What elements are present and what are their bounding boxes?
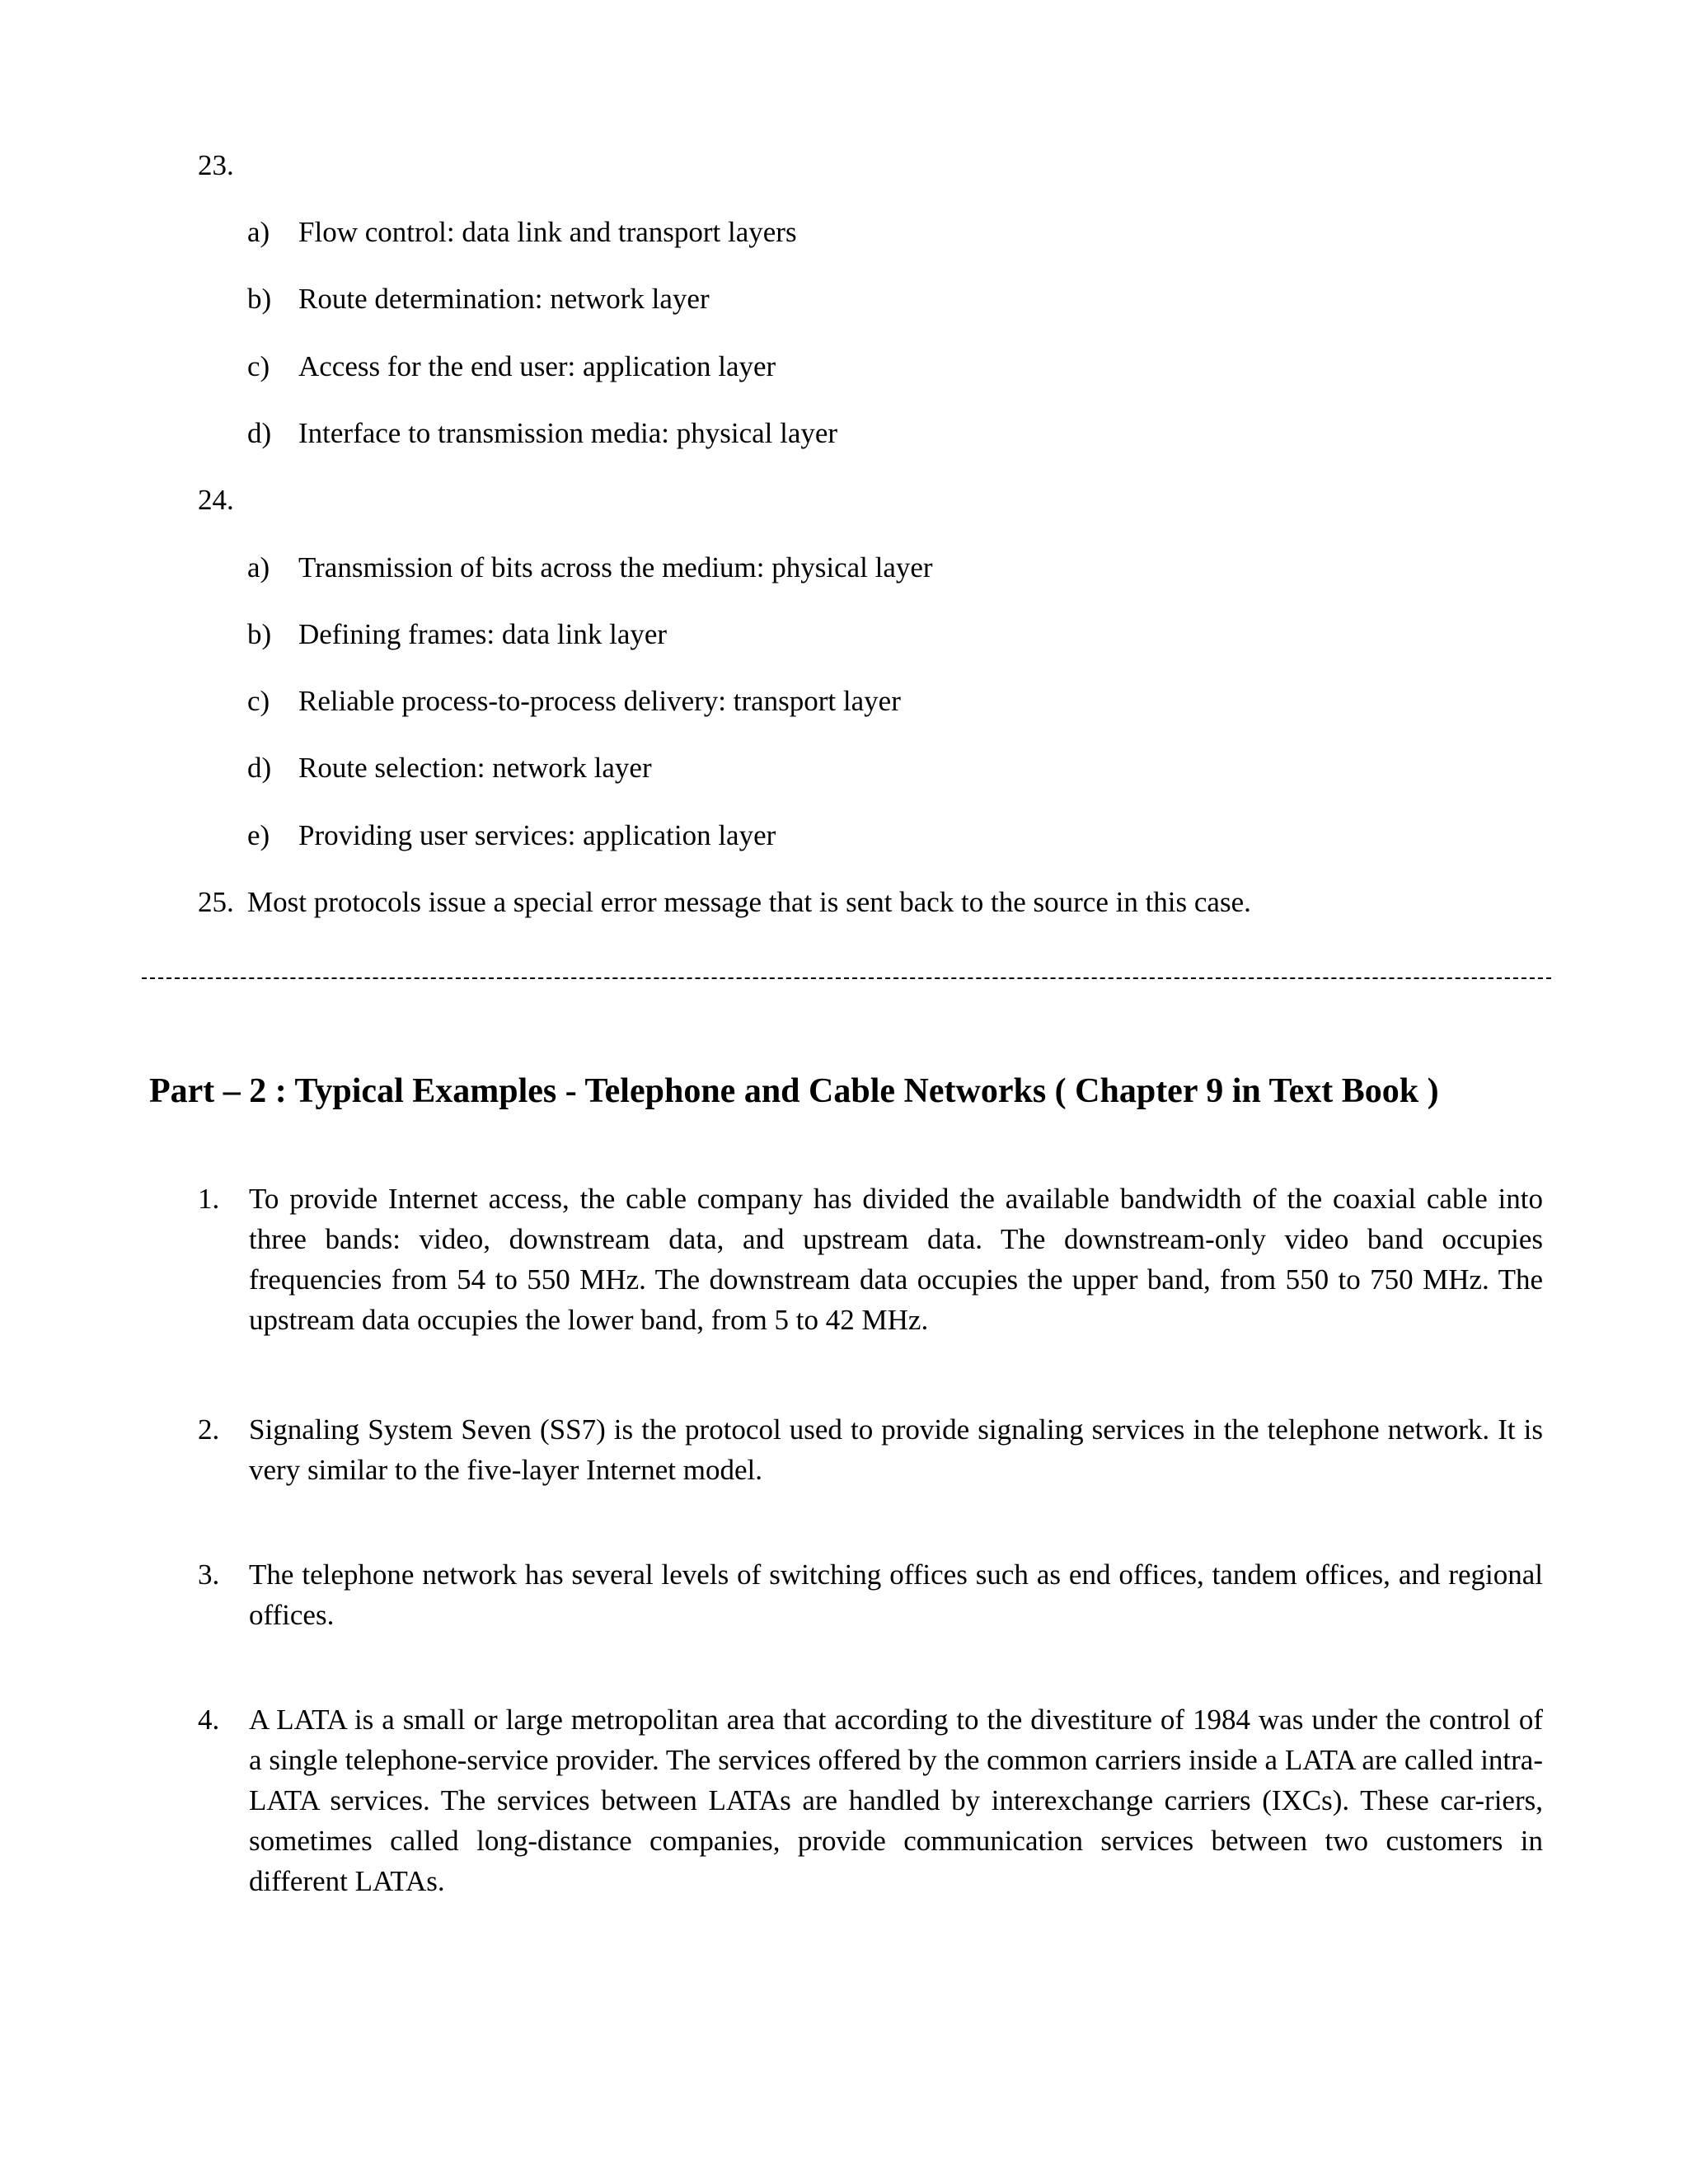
item-text: Interface to transmission media: physical layer: [298, 417, 838, 449]
question-25-text: Most protocols issue a special error message that is sent back to the source in this case.: [247, 886, 1251, 918]
question-25-number: 25.: [198, 886, 234, 918]
item-text: Transmission of bits across the medium: physical layer: [298, 551, 933, 583]
item-letter: a): [247, 551, 270, 583]
item-paragraph: A LATA is a small or large metropolitan area that according to the divestiture of 1984 was under the control of a single telephone-service provider. The services offered by the common carriers inside a LATA are called intra-LATA services. The services between LATAs are handled by interexchange carriers (IXCs). These car-riers, sometimes called long-distance companies, provide communication services between two customers in different LATAs.: [249, 1704, 1543, 1897]
item-letter: a): [247, 216, 270, 248]
question-24-number: 24.: [198, 484, 234, 516]
question-25: [198, 882, 1251, 922]
part2-item-2: [198, 1409, 1543, 1490]
item-text: Access for the end user: application layer: [298, 350, 776, 382]
question-23-number: 23.: [198, 149, 234, 181]
item-text: Reliable process-to-process delivery: transport layer: [298, 685, 901, 717]
item-letter: e): [247, 819, 270, 851]
item-letter: c): [247, 350, 270, 382]
item-text: Route determination: network layer: [298, 283, 710, 315]
item-number: 3.: [198, 1558, 220, 1591]
item-paragraph: Signaling System Seven (SS7) is the protocol used to provide signaling services in the telephone network. It is very similar to the five-layer Internet model.: [249, 1413, 1543, 1486]
item-paragraph: To provide Internet access, the cable company has divided the available bandwidth of the coaxial cable into three bands: video, downstream data, and upstream data. The downstream-only video band occupies frequencies from 54 to 550 MHz. The downstream data occupies the upper band, from 550 to 750 MHz. The upstream data occupies the lower band, from 5 to 42 MHz.: [249, 1183, 1543, 1336]
item-text: Route selection: network layer: [298, 752, 652, 784]
part2-item-3: [198, 1554, 1543, 1635]
item-number: 1.: [198, 1183, 220, 1215]
part2-item-4: [198, 1699, 1543, 1901]
item-letter: d): [247, 752, 272, 784]
item-number: 4.: [198, 1704, 220, 1736]
item-letter: b): [247, 618, 272, 650]
item-number: 2.: [198, 1413, 220, 1446]
item-letter: b): [247, 283, 272, 315]
item-paragraph: The telephone network has several levels of switching offices such as end offices, tandem offices, and regional offices.: [249, 1558, 1543, 1631]
item-text: Defining frames: data link layer: [298, 618, 668, 650]
dashed-divider: [142, 977, 1551, 979]
item-text: Flow control: data link and transport layers: [298, 216, 797, 248]
part2-item-1: [198, 1179, 1543, 1340]
section-title: Part – 2 : Typical Examples - Telephone and Cable Networks ( Chapter 9 in Text Book ): [149, 1072, 1439, 1110]
item-letter: c): [247, 685, 270, 717]
item-text: Providing user services: application layer: [298, 819, 776, 851]
item-letter: d): [247, 417, 272, 449]
